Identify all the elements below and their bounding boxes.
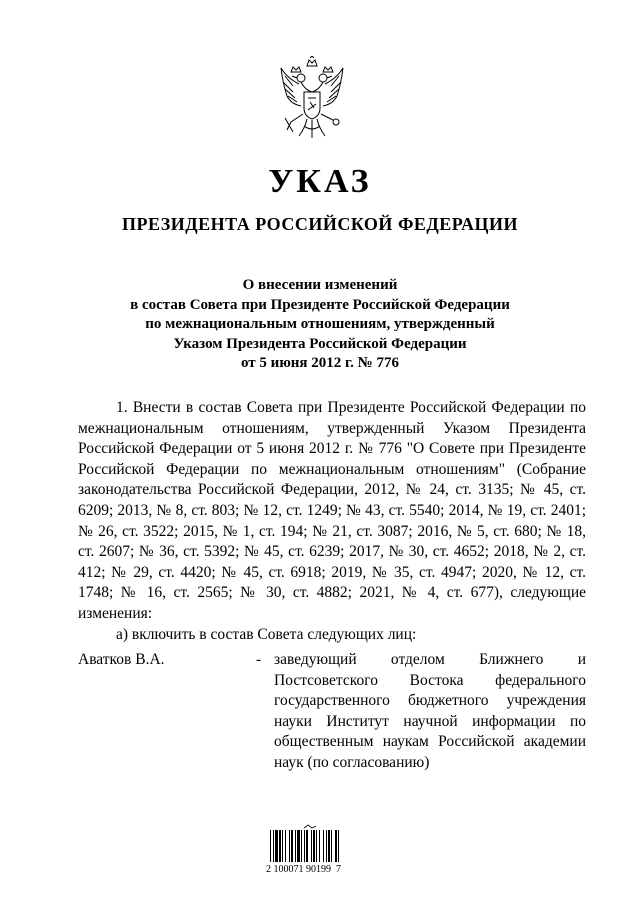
barcode-bar — [275, 830, 278, 862]
paragraph-1: 1. Внести в состав Совета при Президенте Российской Федерации по межнациональным отношениям, утвержденный Указом Президента Российской Федерации от 5 июня 2012 г. № 776 "О Совете при Президенте Российской Федерации по межнациональным отношениям" (Собрание законодательства Российской Федерации, 2012, № 24, ст. 3135; № 45, ст. 6209; 2013, № 8, ст. 803; № 12, ст. 1249; № 43, ст. 5540; 2014, № 19, ст. 2401; № 26, ст. 3522; 2015, № 1, ст. 194; № 21, ст. 3087; 2016, № 5, ст. 680; № 18, ст. 2607; № 36, ст. 5392; № 45, ст. 6239; 2017, № 30, ст. 4652; 2018, № 2, ст. 412; № 29, ст. 4420; № 45, ст. 6918; 2019, № 35, ст. 4947; 2020, № 12, ст. 1748; № 16, ст. 2565; № 30, ст. 4882; 2021, № 4, ст. 677), следующие изменения: — [78, 399, 586, 622]
barcode-bar — [285, 830, 286, 862]
barcode-number: 2 100071 90199 7 — [266, 864, 341, 875]
barcode-bar — [301, 830, 302, 862]
barcode-bar — [291, 830, 293, 862]
paragraph-2: а) включить в состав Совета следующих лиц: — [116, 625, 417, 643]
heading-line: в состав Совета при Президенте Российской Федерации — [130, 296, 510, 313]
barcode-bar — [323, 830, 324, 862]
barcode-bar — [313, 830, 315, 862]
barcode-bar — [304, 830, 305, 862]
heading-line: Указом Президента Российской Федерации — [173, 335, 467, 352]
document-body — [78, 398, 586, 645]
barcode-bar — [338, 830, 339, 862]
coat-of-arms-emblem-icon — [277, 56, 347, 142]
barcode-bar — [306, 830, 308, 862]
barcode-bar — [297, 830, 300, 862]
barcode-bar — [335, 830, 337, 862]
barcode-bar — [316, 830, 317, 862]
document-subtitle: ПРЕЗИДЕНТА РОССИЙСКОЙ ФЕДЕРАЦИИ — [122, 214, 518, 234]
barcode-bar — [328, 830, 330, 862]
barcode-bar — [319, 830, 320, 862]
barcode-bar — [279, 830, 281, 862]
heading-line: О внесении изменений — [242, 277, 398, 293]
person-position: заведующий отделом Ближнего и Постсоветского Востока федерального государственного бюджетного учреждения науки Институт научной информации по общественным наукам Российской академии наук (по согласованию) — [274, 651, 586, 771]
barcode-bar — [273, 830, 274, 862]
barcode-bar — [326, 830, 327, 862]
barcode-bar — [331, 830, 332, 862]
document-heading — [60, 276, 580, 374]
document-title: УКАЗ — [268, 163, 372, 200]
heading-line: от 5 июня 2012 г. № 776 — [241, 355, 399, 372]
person-name: Аватков В.А. — [78, 651, 165, 668]
barcode-bar — [289, 830, 290, 862]
barcode-bar — [270, 830, 271, 862]
barcode-bar — [295, 830, 296, 862]
barcode-mark — [304, 825, 316, 828]
heading-line: по межнациональным отношениям, утвержденный — [145, 316, 495, 333]
barcode-bar — [282, 830, 283, 862]
barcode-icon — [268, 824, 364, 862]
barcode-bar — [311, 830, 312, 862]
person-dash: - — [256, 651, 262, 668]
